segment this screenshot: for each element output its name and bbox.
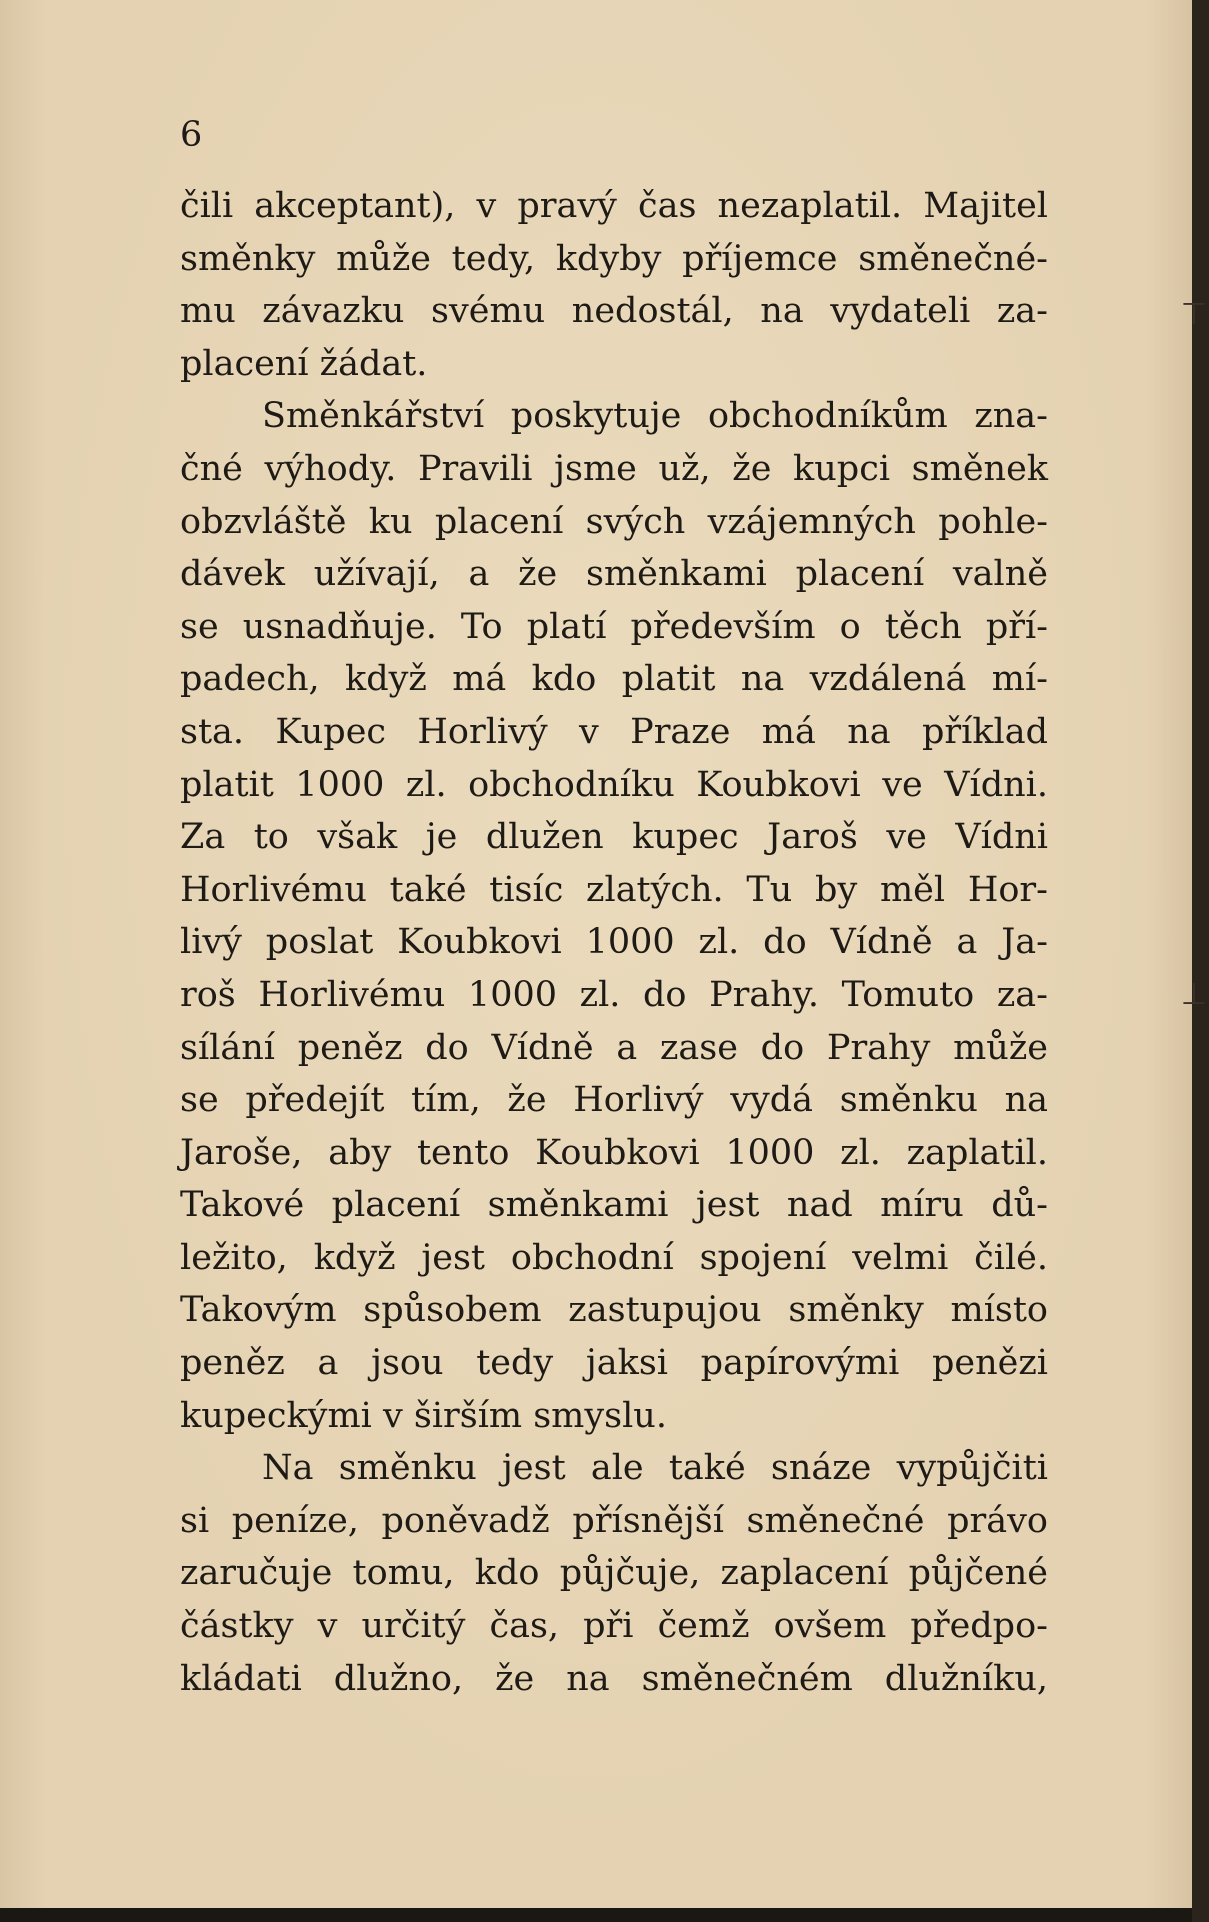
text-line: padech, když má kdo platit na vzdálená mí-	[180, 659, 1048, 700]
body-text	[180, 180, 1048, 1705]
text-line: Horlivému také tisíc zlatých. Tu by měl Hor-	[180, 869, 1048, 910]
text-line: sílání peněz do Vídně a zase do Prahy může	[180, 1027, 1048, 1068]
text-line: Směnkářství poskytuje obchodníkům zna-	[262, 396, 1048, 437]
text-line: se předejít tím, že Horlivý vydá směnku na	[180, 1080, 1048, 1121]
text-line: Na směnku jest ale také snáze vypůjčiti	[262, 1448, 1048, 1489]
text-line: směnky může tedy, kdyby příjemce směnečné-	[180, 238, 1048, 279]
text-line: mu závazku svému nedostál, na vydateli za-	[180, 291, 1048, 332]
text-line: platit 1000 zl. obchodníku Koubkovi ve Vídni.	[180, 764, 1048, 805]
text-line: Takové placení směnkami jest nad míru dů-	[180, 1185, 1048, 1226]
page-number: 6	[180, 115, 203, 155]
text-line: si peníze, poněvadž přísnější směnečné právo	[180, 1500, 1048, 1541]
text-line: livý poslat Koubkovi 1000 zl. do Vídně a Ja-	[180, 922, 1048, 963]
margin-tick-mark: ⊥	[1180, 977, 1207, 1012]
text-line: dávek užívají, a že směnkami placení valně	[180, 554, 1048, 595]
text-line: obzvláště ku placení svých vzájemných pohle-	[180, 501, 1048, 542]
text-line: Jaroše, aby tento Koubkovi 1000 zl. zaplatil.	[180, 1132, 1048, 1173]
text-line: částky v určitý čas, při čemž ovšem předpo-	[180, 1606, 1048, 1647]
text-line: Za to však je dlužen kupec Jaroš ve Vídni	[180, 817, 1048, 858]
text-line: sta. Kupec Horlivý v Praze má na příklad	[180, 711, 1048, 752]
text-line: ležito, když jest obchodní spojení velmi čilé.	[180, 1237, 1048, 1278]
text-line: čné výhody. Pravili jsme už, že kupci směnek	[180, 448, 1048, 489]
text-line: kupeckými v širším smyslu.	[180, 1395, 667, 1436]
margin-tick-mark: ⊤	[1180, 297, 1207, 332]
text-line: roš Horlivému 1000 zl. do Prahy. Tomuto za-	[180, 974, 1048, 1015]
text-line: se usnadňuje. To platí především o těch pří-	[180, 606, 1048, 647]
text-line: peněz a jsou tedy jaksi papírovými penězi	[180, 1343, 1048, 1384]
page-edge-shadow	[1192, 0, 1209, 1922]
text-line: zaručuje tomu, kdo půjčuje, zaplacení půjčené	[180, 1553, 1048, 1594]
text-line: placení žádat.	[180, 343, 428, 384]
text-line: Takovým spůsobem zastupujou směnky místo	[180, 1290, 1048, 1331]
text-line: kládati dlužno, že na směnečném dlužníku,	[180, 1658, 1048, 1699]
text-line: čili akceptant), v pravý čas nezaplatil. Majitel	[180, 186, 1048, 226]
